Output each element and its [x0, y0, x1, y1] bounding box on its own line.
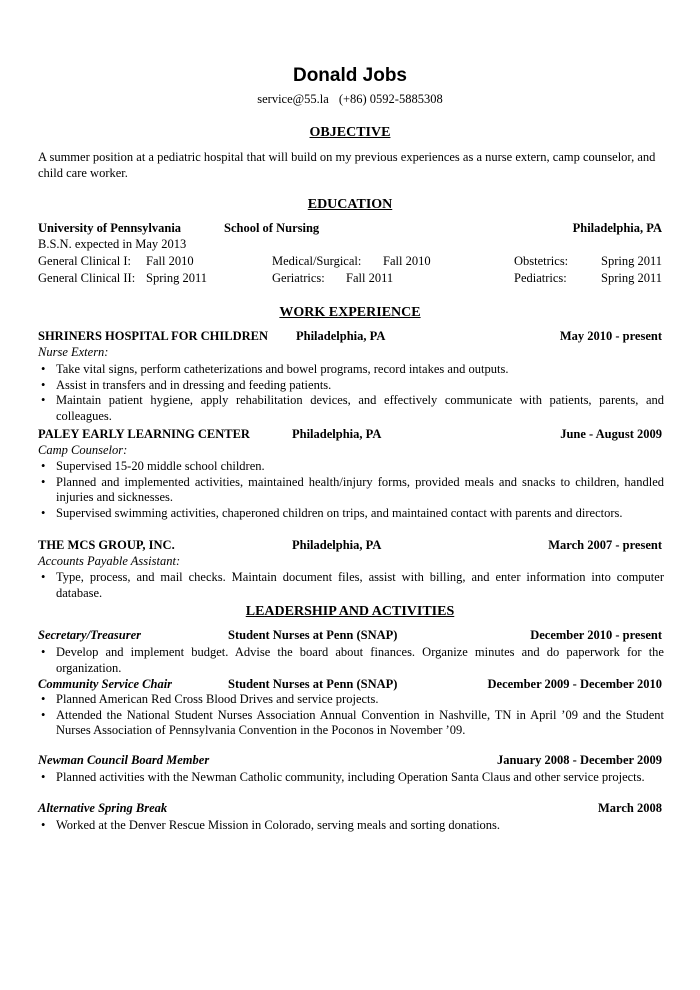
clinical-label: General Clinical II:: [38, 271, 136, 285]
clinical-label: Medical/Surgical:: [272, 254, 362, 268]
activity-role: Community Service Chair: [38, 677, 173, 691]
job-header: [38, 426, 662, 443]
job-location: Philadelphia, PA: [292, 538, 382, 552]
leadership-heading: LEADERSHIP AND ACTIVITIES: [245, 604, 455, 619]
bullet-item: • Worked at the Denver Rescue Mission in Colorado, serving meals and sorting donations.: [38, 818, 664, 834]
bullet-item: • Assist in transfers and in dressing and feeding patients.: [38, 378, 664, 394]
education-location: Philadelphia, PA: [572, 221, 662, 235]
education-heading: EDUCATION: [307, 197, 393, 212]
clinical-term: Fall 2011: [346, 271, 394, 285]
activity-dates: December 2009 - December 2010: [487, 677, 662, 691]
activity-dates: March 2008: [598, 801, 662, 815]
job-role: Nurse Extern:: [38, 345, 109, 359]
activity-org: Student Nurses at Penn (SNAP): [228, 677, 398, 691]
activity-bullets: [38, 692, 664, 739]
activity-bullets: [38, 770, 664, 786]
job-location: Philadelphia, PA: [292, 427, 382, 441]
clinical-label: General Clinical I:: [38, 254, 132, 268]
clinical-term: Spring 2011: [601, 254, 662, 268]
clinical-label: Geriatrics:: [272, 271, 325, 285]
bullet-item: • Planned activities with the Newman Catholic community, including Operation Santa Claus and other service projects.: [38, 770, 664, 786]
job-dates: June - August 2009: [560, 427, 662, 441]
job-header: [38, 328, 662, 345]
job-employer: PALEY EARLY LEARNING CENTER: [38, 427, 250, 441]
bullet-item: • Planned American Red Cross Blood Drives and service projects.: [38, 692, 664, 708]
activity-role: Newman Council Board Member: [38, 753, 210, 767]
clinical-term: Fall 2010: [146, 254, 194, 268]
contact-line: [0, 91, 700, 107]
activity-role: Alternative Spring Break: [38, 801, 168, 815]
job-bullets: [38, 362, 664, 424]
clinical-row: [38, 253, 662, 270]
contact-phone: (+86) 0592-5885308: [338, 92, 443, 106]
activity-header: [38, 676, 662, 693]
education-college: School of Nursing: [224, 221, 320, 235]
bullet-item: • Planned and implemented activities, maintained health/injury forms, provided meals and snacks to children, handled injuries and sicknesses.: [38, 475, 664, 506]
activity-org: Student Nurses at Penn (SNAP): [228, 628, 398, 642]
activity-header: [38, 752, 662, 769]
job-location: Philadelphia, PA: [296, 329, 386, 343]
objective-text: A summer position at a pediatric hospital that will build on my previous experiences as a nurse extern, camp counselor, and child care worker.: [38, 150, 656, 180]
activity-header: [38, 800, 662, 817]
contact-email: service@55.la: [257, 92, 329, 106]
job-dates: March 2007 - present: [548, 538, 662, 552]
education-school: University of Pennsylvania: [38, 221, 182, 235]
bullet-item: • Develop and implement budget. Advise the board about finances. Organize minutes and do paperwork for the organization.: [38, 645, 664, 676]
bullet-item: • Supervised swimming activities, chaperoned children on trips, and maintained contact with parents and directors.: [38, 506, 664, 522]
bullet-item: • Maintain patient hygiene, apply rehabilitation devices, and effectively communicate with patients, parents, and colleagues.: [38, 393, 664, 424]
resume-name: Donald Jobs: [292, 65, 407, 86]
activity-bullets: [38, 818, 664, 834]
job-role: Accounts Payable Assistant:: [38, 554, 181, 568]
work-heading: WORK EXPERIENCE: [279, 305, 421, 320]
job-bullets: [38, 570, 664, 601]
job-role: Camp Counselor:: [38, 443, 128, 457]
job-header: [38, 537, 662, 554]
activity-role: Secretary/Treasurer: [38, 628, 141, 642]
education-school-row: [38, 220, 662, 237]
bullet-item: • Type, process, and mail checks. Maintain document files, assist with billing, and enter information into computer database.: [38, 570, 664, 601]
job-employer: SHRINERS HOSPITAL FOR CHILDREN: [38, 329, 269, 343]
activity-bullets: [38, 645, 664, 676]
clinical-label: Pediatrics:: [514, 271, 567, 285]
clinical-row: [38, 270, 662, 287]
clinical-term: Fall 2010: [383, 254, 431, 268]
objective-heading: OBJECTIVE: [309, 125, 391, 140]
activity-dates: December 2010 - present: [530, 628, 662, 642]
bullet-item: • Attended the National Student Nurses Association Annual Convention in Nashville, TN in April ’09 and the Student Nurses Association of Pennsylvania Convention in the Poconos in November ’09.: [38, 708, 664, 739]
clinical-label: Obstetrics:: [514, 254, 569, 268]
bullet-item: • Take vital signs, perform catheterizations and bowel programs, record intakes and outputs.: [38, 362, 664, 378]
clinical-term: Spring 2011: [146, 271, 207, 285]
education-degree: B.S.N. expected in May 2013: [38, 237, 187, 251]
clinical-term: Spring 2011: [601, 271, 662, 285]
job-dates: May 2010 - present: [559, 329, 662, 343]
job-bullets: [38, 459, 664, 521]
activity-header: [38, 627, 662, 644]
bullet-item: • Supervised 15-20 middle school children.: [38, 459, 664, 475]
job-employer: THE MCS GROUP, INC.: [38, 538, 175, 552]
activity-dates: January 2008 - December 2009: [496, 753, 662, 767]
